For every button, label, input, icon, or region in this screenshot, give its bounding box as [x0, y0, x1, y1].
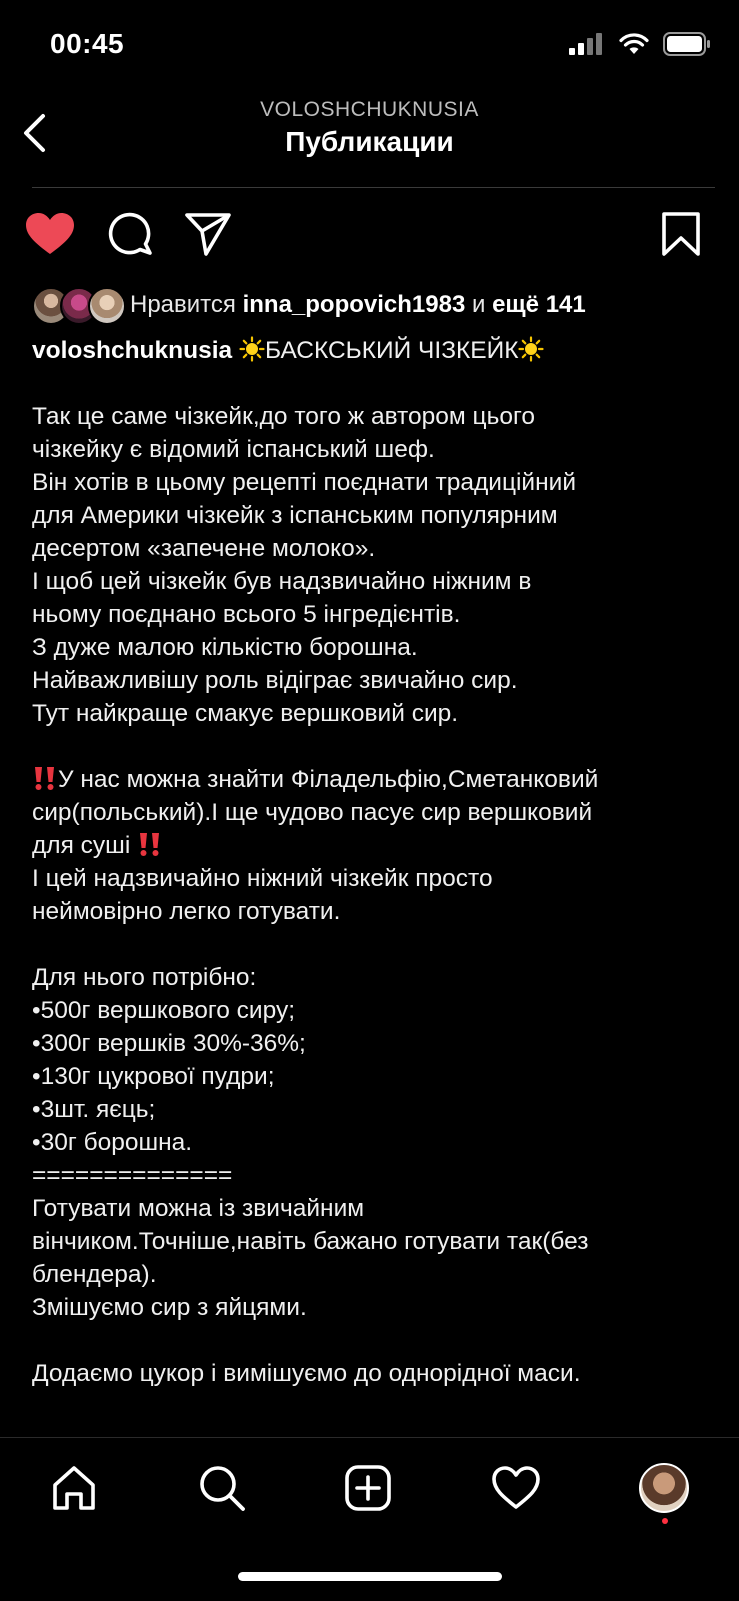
header-divider	[32, 187, 715, 188]
save-button[interactable]	[655, 208, 707, 260]
activity-icon	[491, 1465, 541, 1511]
tab-search[interactable]	[192, 1458, 252, 1518]
caption-line: Додаємо цукор і вимішуємо до однорідної маси.	[32, 1360, 581, 1387]
liker-avatars	[32, 287, 120, 323]
notification-dot	[662, 1518, 668, 1524]
caption-line: •30г борошна.	[32, 1129, 193, 1156]
home-icon	[50, 1464, 98, 1512]
caption-line: Він хотів в цьому рецепті поєднати традиційний	[32, 469, 577, 496]
caption-line: неймовірно легко готувати.	[32, 898, 341, 925]
caption-line: сир(польський).І ще чудово пасує сир вершковий	[32, 799, 593, 826]
caption-line: І цей надзвичайно ніжний чізкейк просто	[32, 865, 493, 892]
double-exclamation-icon	[32, 765, 58, 800]
caption-line: •3шт. яєць;	[32, 1096, 156, 1123]
caption-header	[32, 334, 722, 367]
search-icon	[198, 1464, 246, 1512]
likes-row[interactable]	[32, 286, 586, 324]
share-button[interactable]	[182, 208, 234, 260]
caption-line: Для нього потрібно:	[32, 964, 257, 991]
liker-avatar	[88, 287, 126, 325]
post-caption	[32, 334, 722, 1390]
caption-blank	[32, 367, 722, 400]
caption-line	[32, 829, 722, 862]
likes-summary	[130, 291, 586, 319]
likes-prefix: Нравится	[130, 291, 243, 318]
caption-blank	[32, 1324, 722, 1357]
caption-line: •300г вершків 30%-36%;	[32, 1030, 306, 1057]
tab-create[interactable]	[338, 1458, 398, 1518]
share-icon	[185, 212, 231, 256]
like-button[interactable]	[24, 208, 76, 260]
caption-line: ==============	[32, 1162, 233, 1189]
likes-middle: и	[465, 291, 493, 318]
caption-line: блендера).	[32, 1261, 157, 1288]
tab-activity[interactable]	[486, 1458, 546, 1518]
caption-blank	[32, 730, 722, 763]
caption-line: для Америки чізкейк з іспанським популярним	[32, 502, 558, 529]
status-icons	[569, 32, 711, 56]
bookmark-icon	[661, 212, 701, 256]
caption-line	[32, 763, 722, 796]
caption-line: •130г цукрової пудри;	[32, 1063, 275, 1090]
caption-line: •500г вершкового сиру;	[32, 997, 296, 1024]
caption-line: Тут найкраще смакує вершковий сир.	[32, 700, 459, 727]
nav-header	[0, 90, 739, 186]
caption-line: Так це саме чізкейк,до того ж автором цього	[32, 403, 535, 430]
liker-username-link[interactable]: inna_popovich1983	[242, 291, 466, 318]
caption-line: Готувати можна із звичайним	[32, 1195, 365, 1222]
wifi-icon	[619, 33, 649, 55]
caption-line: ньому поєднано всього 5 інгредієнтів.	[32, 601, 461, 628]
page-title: Публикации	[285, 126, 454, 157]
add-icon	[344, 1464, 392, 1512]
likes-others-link[interactable]: ещё 141	[492, 291, 586, 318]
double-exclamation-icon	[137, 831, 163, 866]
tab-profile[interactable]	[634, 1458, 694, 1518]
post-actions	[0, 208, 739, 268]
caption-line-text: У нас можна знайти Філадельфію,Сметанковий	[58, 766, 599, 793]
caption-line: Змішуємо сир з яйцями.	[32, 1294, 307, 1321]
caption-line-text: для суші	[32, 832, 138, 859]
status-time: 00:45	[50, 28, 125, 59]
heart-icon	[25, 212, 75, 256]
tab-home[interactable]	[44, 1458, 104, 1518]
sun-emoji-icon	[239, 336, 265, 371]
comment-button[interactable]	[104, 208, 156, 260]
header-username: VOLOSHCHUKNUSIA	[260, 98, 479, 121]
caption-blank	[32, 928, 722, 961]
caption-line: вінчиком.Точніше,навіть бажано готувати так(без	[32, 1228, 589, 1255]
battery-icon	[663, 32, 711, 56]
caption-line: чізкейку є відомий іспанський шеф.	[32, 436, 435, 463]
home-indicator[interactable]	[238, 1572, 502, 1581]
signal-icon	[569, 33, 605, 55]
profile-avatar	[639, 1463, 689, 1513]
caption-title: БАСКСЬКИЙ ЧІЗКЕЙК	[264, 337, 519, 364]
caption-line: десертом «запечене молоко».	[32, 535, 376, 562]
caption-author-link[interactable]: voloshchuknusia	[32, 337, 233, 364]
caption-line: З дуже малою кількістю борошна.	[32, 634, 418, 661]
status-bar	[0, 0, 739, 90]
comment-icon	[107, 211, 153, 257]
caption-line: І щоб цей чізкейк був надзвичайно ніжним в	[32, 568, 532, 595]
caption-line: Найважливішу роль відіграє звичайно сир.	[32, 667, 518, 694]
sun-emoji-icon	[518, 336, 544, 371]
